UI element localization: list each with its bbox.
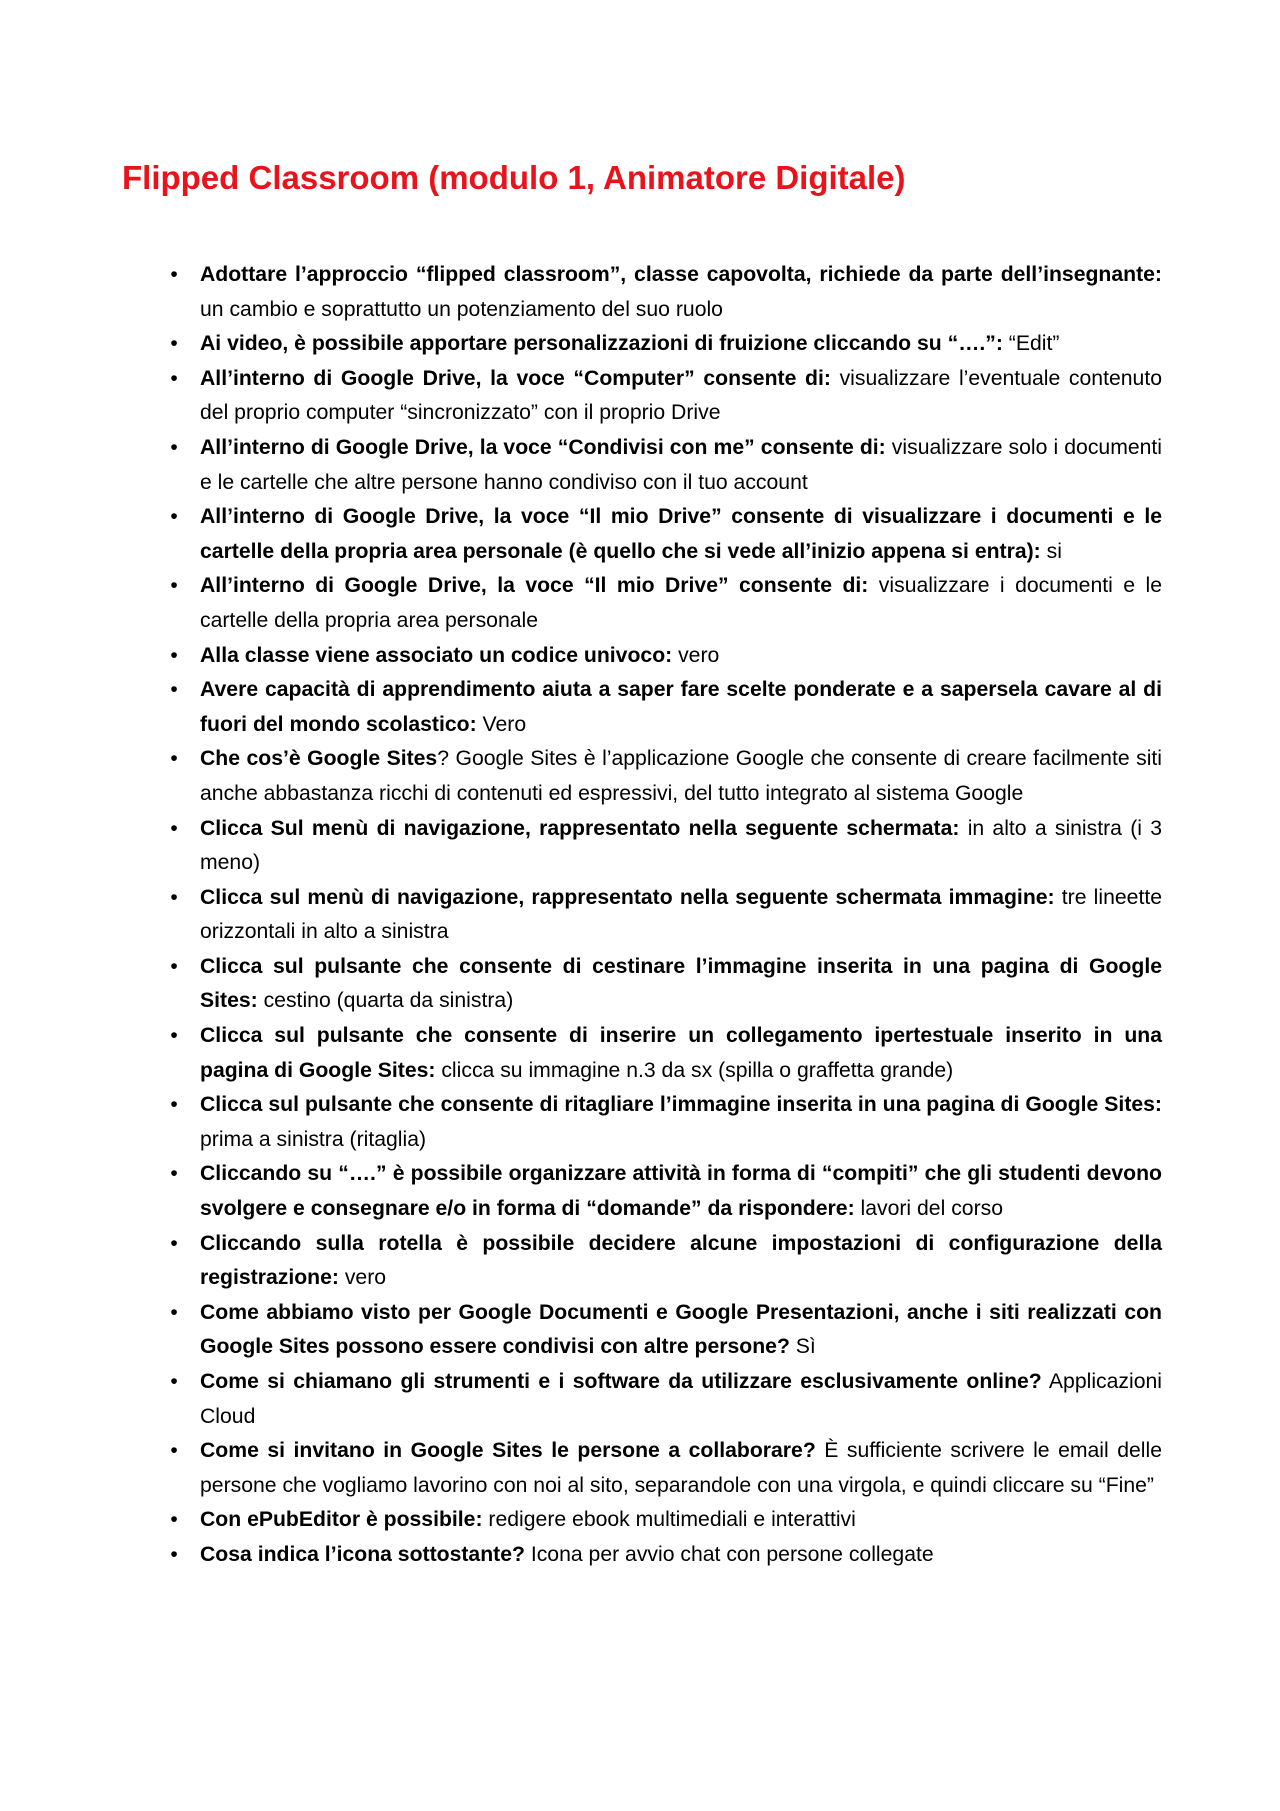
answer-text: Vero [476,712,527,736]
bullet-icon: • [170,1231,178,1255]
list-item [170,1088,1162,1157]
question-text: Che cos’è Google Sites [200,747,438,771]
question-text: Alla classe viene associato un codice univoco: [200,643,673,667]
list-item [170,327,1162,362]
bullet-icon: • [170,1439,178,1463]
answer-text: Sì [789,1335,816,1359]
bullet-icon: • [170,332,178,356]
question-text: Ai video, è possibile apportare personalizzazioni di fruizione cliccando su “….”: [200,332,1003,356]
list-item [170,431,1163,500]
bullet-icon: • [170,505,178,529]
answer-text: ? Google Sites è l’applicazione Google che consente di creare facilmente siti anche abbastanza ricchi di contenuti ed espressivi, del tutto integrato al sistema Google [200,747,1162,805]
list-item [170,1434,1162,1503]
bullet-icon: • [170,1024,178,1048]
list-item [170,639,1162,674]
list-item [170,362,1162,431]
list-item [170,950,1162,1019]
list-item [170,1365,1162,1434]
answer-text: un cambio e soprattutto un potenziamento del suo ruolo [200,297,723,321]
document-title: Flipped Classroom (modulo 1, Animatore Digitale) [122,159,906,196]
bullet-icon: • [170,435,178,459]
list-item [170,1019,1162,1088]
bullet-icon: • [170,1162,178,1186]
question-text: Clicca sul pulsante che consente di cestinare l’immagine inserita in una pagina di Google Sites: [200,954,1162,1013]
list-item [170,258,1162,327]
question-text: Adottare l’approccio “flipped classroom”, classe capovolta, richiede da parte dell’insegnante: [200,263,1162,286]
question-text: All’interno di Google Drive, la voce “Il mio Drive” consente di: [200,574,869,598]
answer-text: redigere ebook multimediali e interattivi [482,1508,856,1532]
answer-text: “Edit” [1002,332,1060,356]
question-text: All’interno di Google Drive, la voce “Computer” consente di: [200,366,831,390]
answer-text: si [1040,539,1062,563]
bullet-icon: • [170,885,178,909]
question-text: Cliccando sulla rotella è possibile decidere alcune impostazioni di configurazione della registrazione: [200,1231,1162,1290]
bullet-icon: • [170,954,178,978]
bullet-icon: • [170,816,178,840]
list-item [170,1227,1162,1296]
bullet-icon: • [170,1093,178,1117]
question-text: Avere capacità di apprendimento aiuta a saper fare scelte ponderate e a sapersela cavare al di fuori del mondo scolastico: [200,678,1162,736]
bullet-icon: • [170,678,178,702]
bullet-icon: • [170,263,178,286]
question-text: All’interno di Google Drive, la voce “Condivisi con me” consente di: [200,435,886,459]
answer-text: vero [672,643,720,667]
bullet-icon: • [170,747,178,771]
list-item [170,881,1162,950]
list-item [170,1296,1162,1365]
answer-text: vero [338,1266,387,1290]
list-item [170,569,1162,638]
list-item [170,1538,1162,1573]
question-text: Con ePubEditor è possibile: [200,1508,483,1532]
question-text: Clicca Sul menù di navigazione, rappresentato nella seguente schermata: [200,816,960,840]
answer-text: tre lineette orizzontali in alto a sinistra [200,885,1162,944]
bullet-icon: • [170,1508,178,1532]
question-text: Clicca sul menù di navigazione, rappresentato nella seguente schermata immagine: [200,885,1055,909]
bullet-icon: • [170,574,178,598]
bullet-icon: • [170,1370,178,1393]
question-text: Cliccando su “….” è possibile organizzare attività in forma di “compiti” che gli studenti devono svolgere e consegnare e/o in forma di “domande” da rispondere: [200,1162,1162,1221]
question-text: Clicca sul pulsante che consente di inserire un collegamento ipertestuale inserito in una pagina di Google Sites: [200,1024,1162,1082]
question-text: Come abbiamo visto per Google Documenti e Google Presentazioni, anche i siti realizzati con Google Sites possono essere condivisi con altre persone? [200,1300,1162,1359]
answer-text: clicca su immagine n.3 da sx (spilla o graffetta grande) [435,1058,954,1082]
question-text: Come si chiamano gli strumenti e i software da utilizzare esclusivamente online? [200,1370,1042,1393]
list-item [170,673,1162,742]
answer-text: visualizzare l’eventuale contenuto del proprio computer “sincronizzato” con il proprio Drive [200,366,1162,425]
qa-list [170,258,1163,1573]
question-text: Come si invitano in Google Sites le persone a collaborare? [200,1439,816,1463]
bullet-icon: • [170,1542,178,1566]
list-item [170,812,1162,881]
bullet-icon: • [170,1300,178,1324]
answer-text: visualizzare i documenti e le cartelle della propria area personale [200,574,1162,632]
list-item [170,500,1162,569]
answer-text: in alto a sinistra (i 3 meno) [200,816,1162,875]
answer-text: È sufficiente scrivere le email delle persone che vogliamo lavorino con noi al sito, separandole con una virgola, e quindi cliccare su “Fine” [200,1439,1162,1497]
question-text: All’interno di Google Drive, la voce “Il mio Drive” consente di visualizzare i documenti e le cartelle della propria area personale (è quello che si vede all’inizio appena si entra): [200,505,1162,563]
answer-text: Icona per avvio chat con persone collegate [524,1542,934,1566]
question-text: Cosa indica l’icona sottostante? [200,1542,525,1566]
answer-text: lavori del corso [854,1197,1003,1221]
bullet-icon: • [170,366,178,390]
list-item [170,742,1162,811]
answer-text: Applicazioni Cloud [200,1370,1162,1428]
bullet-icon: • [170,643,178,667]
list-item [170,1503,1162,1538]
list-item [170,1157,1162,1226]
answer-text: cestino (quarta da sinistra) [257,989,514,1013]
question-text: Clicca sul pulsante che consente di ritagliare l’immagine inserita in una pagina di Google Sites: [200,1093,1162,1117]
answer-text: prima a sinistra (ritaglia) [200,1127,427,1151]
answer-text: visualizzare solo i documenti e le cartelle che altre persone hanno condiviso con il tuo account [200,435,1163,494]
